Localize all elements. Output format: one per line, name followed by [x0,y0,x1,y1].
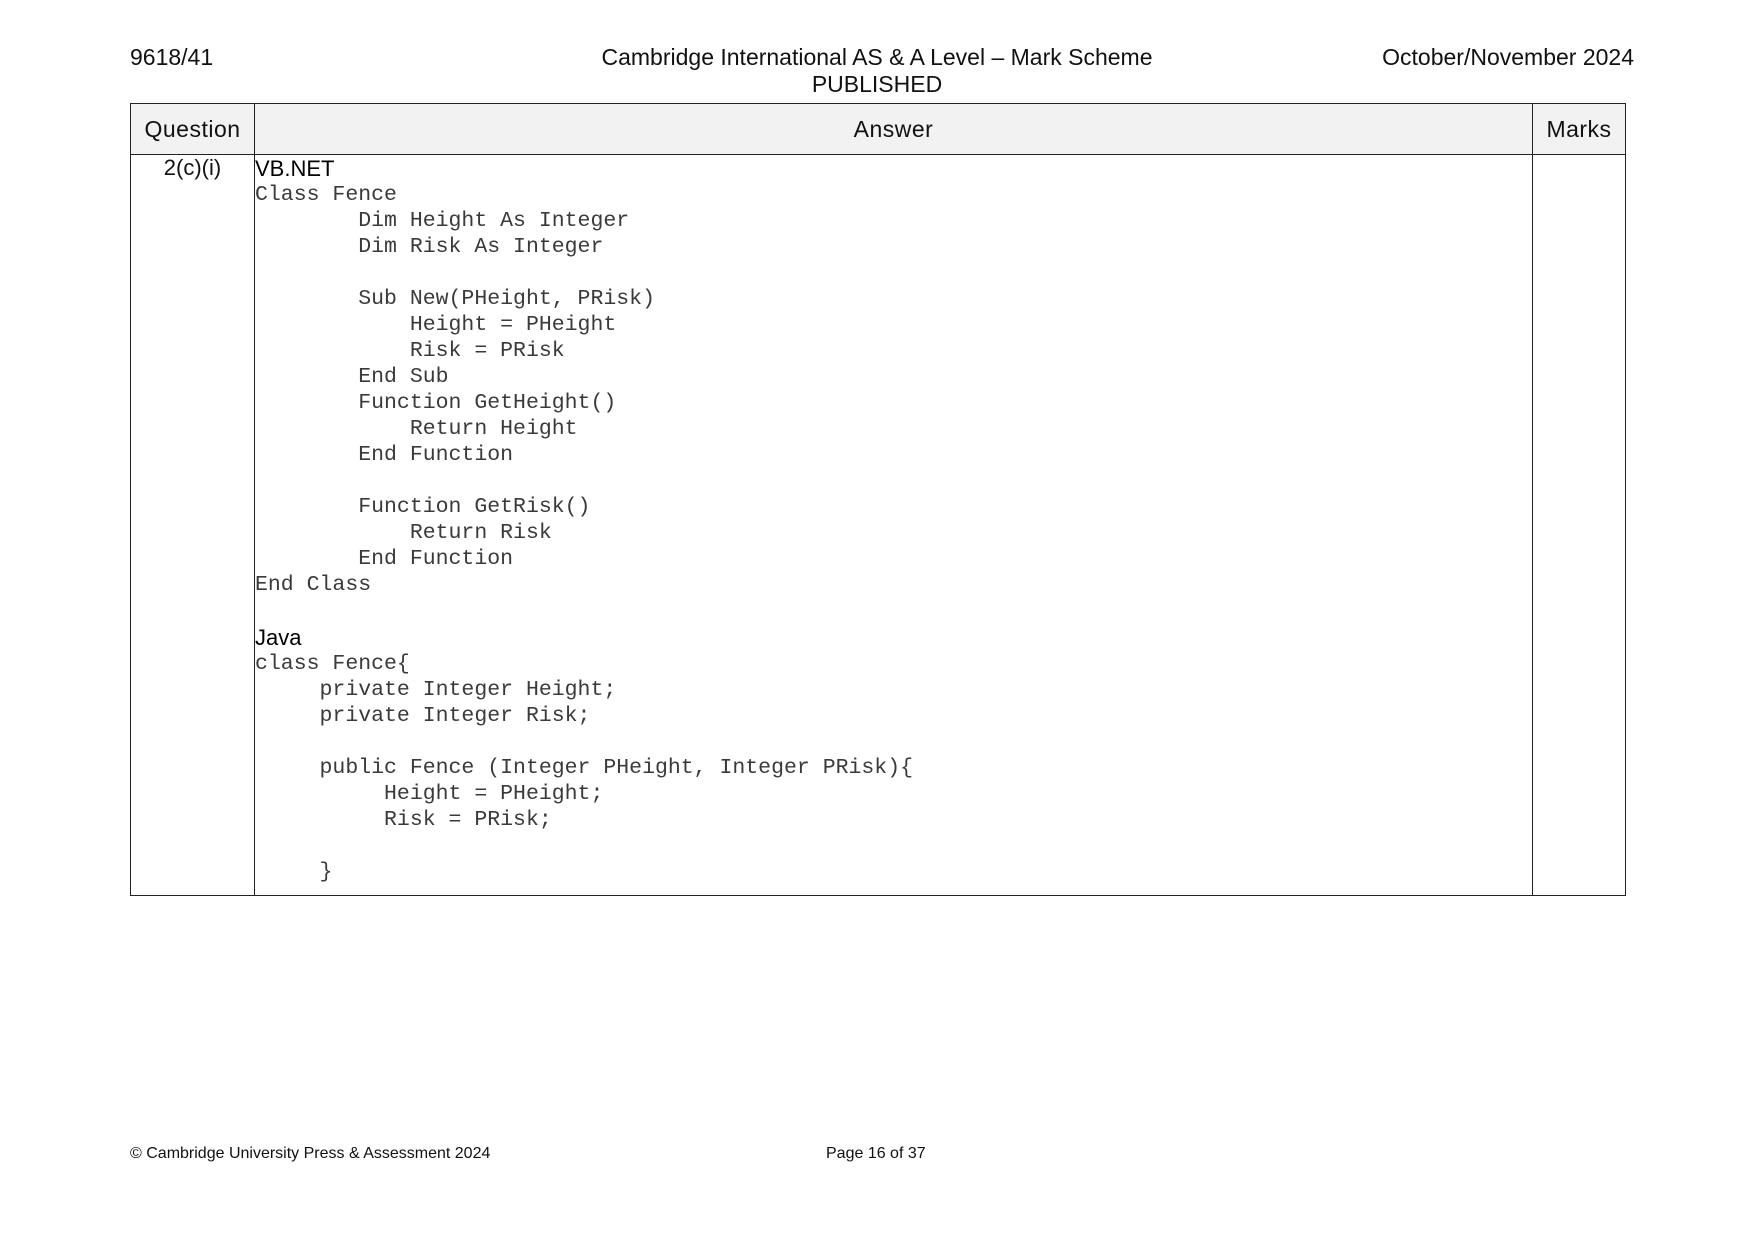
marks-column-header: Marks [1533,104,1626,155]
java-label: Java [255,625,302,650]
marks-cell [1533,155,1626,896]
mark-scheme-table [130,103,1626,896]
vbnet-label: VB.NET [255,156,335,181]
table-header-row [131,104,1626,155]
question-number: 2(c)(i) [131,155,255,896]
question-column-header: Question [131,104,255,155]
answer-cell [255,155,1533,896]
copyright-notice: © Cambridge University Press & Assessment 2024 [130,1145,491,1162]
vbnet-code-block: Class Fence Dim Height As Integer Dim Risk As Integer Sub New(PHeight, PRisk) Height = PHeight Risk = PRisk End Sub Function GetHeight() Return Height End Function Function GetRisk() Return Risk End Function End Class [255,183,655,597]
paper-code: 9618/41 [130,44,214,70]
table-row [131,155,1626,896]
title-line: Cambridge International AS & A Level – Mark Scheme [601,44,1153,70]
exam-session: October/November 2024 [1382,44,1634,70]
answer-column-header: Answer [255,104,1533,155]
page-number: Page 16 of 37 [826,1145,926,1162]
published-label: PUBLISHED [811,71,943,97]
java-code-block: class Fence{ private Integer Height; private Integer Risk; public Fence (Integer PHeight, Integer PRisk){ Height = PHeight; Risk = PRisk; } [255,652,914,884]
